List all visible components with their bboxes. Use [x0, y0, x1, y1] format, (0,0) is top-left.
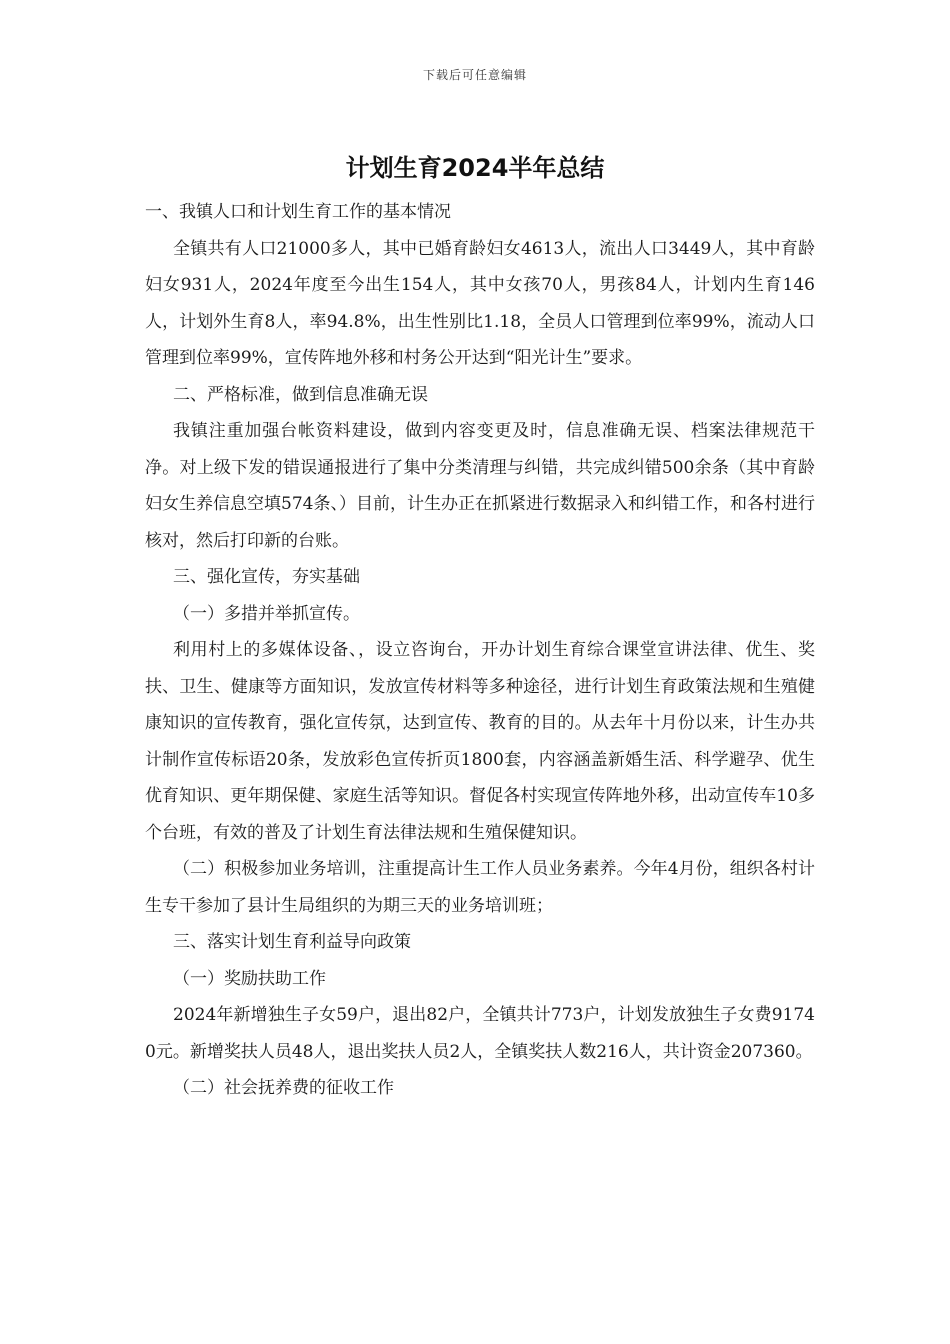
- paragraph: 利用村上的多媒体设备、，设立咨询台，开办计划生育综合课堂宣讲法律、优生、奖扶、卫生、健康等方面知识，发放宣传材料等多种途径，进行计划生育政策法规和生殖健康知识的宣传教育，强化宣传氛，达到宣传、教育的目的。从去年十月份以来，计生办共计制作宣传标语20条，发放彩色宣传折页1800套，内容涵盖新婚生活、科学避孕、优生优育知识、更年期保健、家庭生活等知识。督促各村实现宣传阵地外移，出动宣传车10多个台班，有效的普及了计划生育法律法规和生殖保健知识。: [145, 640, 815, 843]
- paragraph: 三、落实计划生育利益导向政策: [173, 932, 411, 952]
- document-title: 计划生育2024半年总结: [345, 154, 605, 182]
- paragraph: 二、严格标准，做到信息准确无误: [173, 384, 428, 405]
- paragraph: 全镇共有人口21000多人，其中已婚育龄妇女4613人，流出人口3449人，其中育龄妇女931人，2024年度至今出生154人，其中女孩70人，男孩84人，计划内生育146人，计划外生育8人，率94.8%，出生性别比1.18，全员人口管理到位率99%，流动人口管理到位率99%，宣传阵地外移和村务公开达到“阳光计生”要求。: [145, 238, 815, 368]
- paragraph: 我镇注重加强台帐资料建设，做到内容变更及时，信息准确无误、档案法律规范干净。对上级下发的错误通报进行了集中分类清理与纠错，共完成纠错500余条（其中育龄妇女生养信息空填574条、）目前，计生办正在抓紧进行数据录入和纠错工作，和各村进行核对，然后打印新的台账。: [145, 421, 815, 551]
- document-body: [145, 194, 815, 1107]
- paragraph: （一）奖励扶助工作: [173, 968, 326, 989]
- paragraph: （一）多措并举抓宣传。: [173, 603, 360, 624]
- paragraph: （二）社会抚养费的征收工作: [173, 1078, 394, 1098]
- paragraph: 一、我镇人口和计划生育工作的基本情况: [145, 202, 451, 222]
- paragraph: 2024年新增独生子女59户，退出82户，全镇共计773户，计划发放独生子女费91740元。新增奖扶人员48人，退出奖扶人员2人，全镇奖扶人数216人，共计资金207360。: [145, 1005, 815, 1062]
- header-note: 下载后可任意编辑: [422, 68, 527, 82]
- paragraph: 三、强化宣传，夯实基础: [173, 567, 360, 587]
- paragraph: （二）积极参加业务培训，注重提高计生工作人员业务素养。今年4月份，组织各村计生专干参加了县计生局组织的为期三天的业务培训班；: [145, 859, 815, 916]
